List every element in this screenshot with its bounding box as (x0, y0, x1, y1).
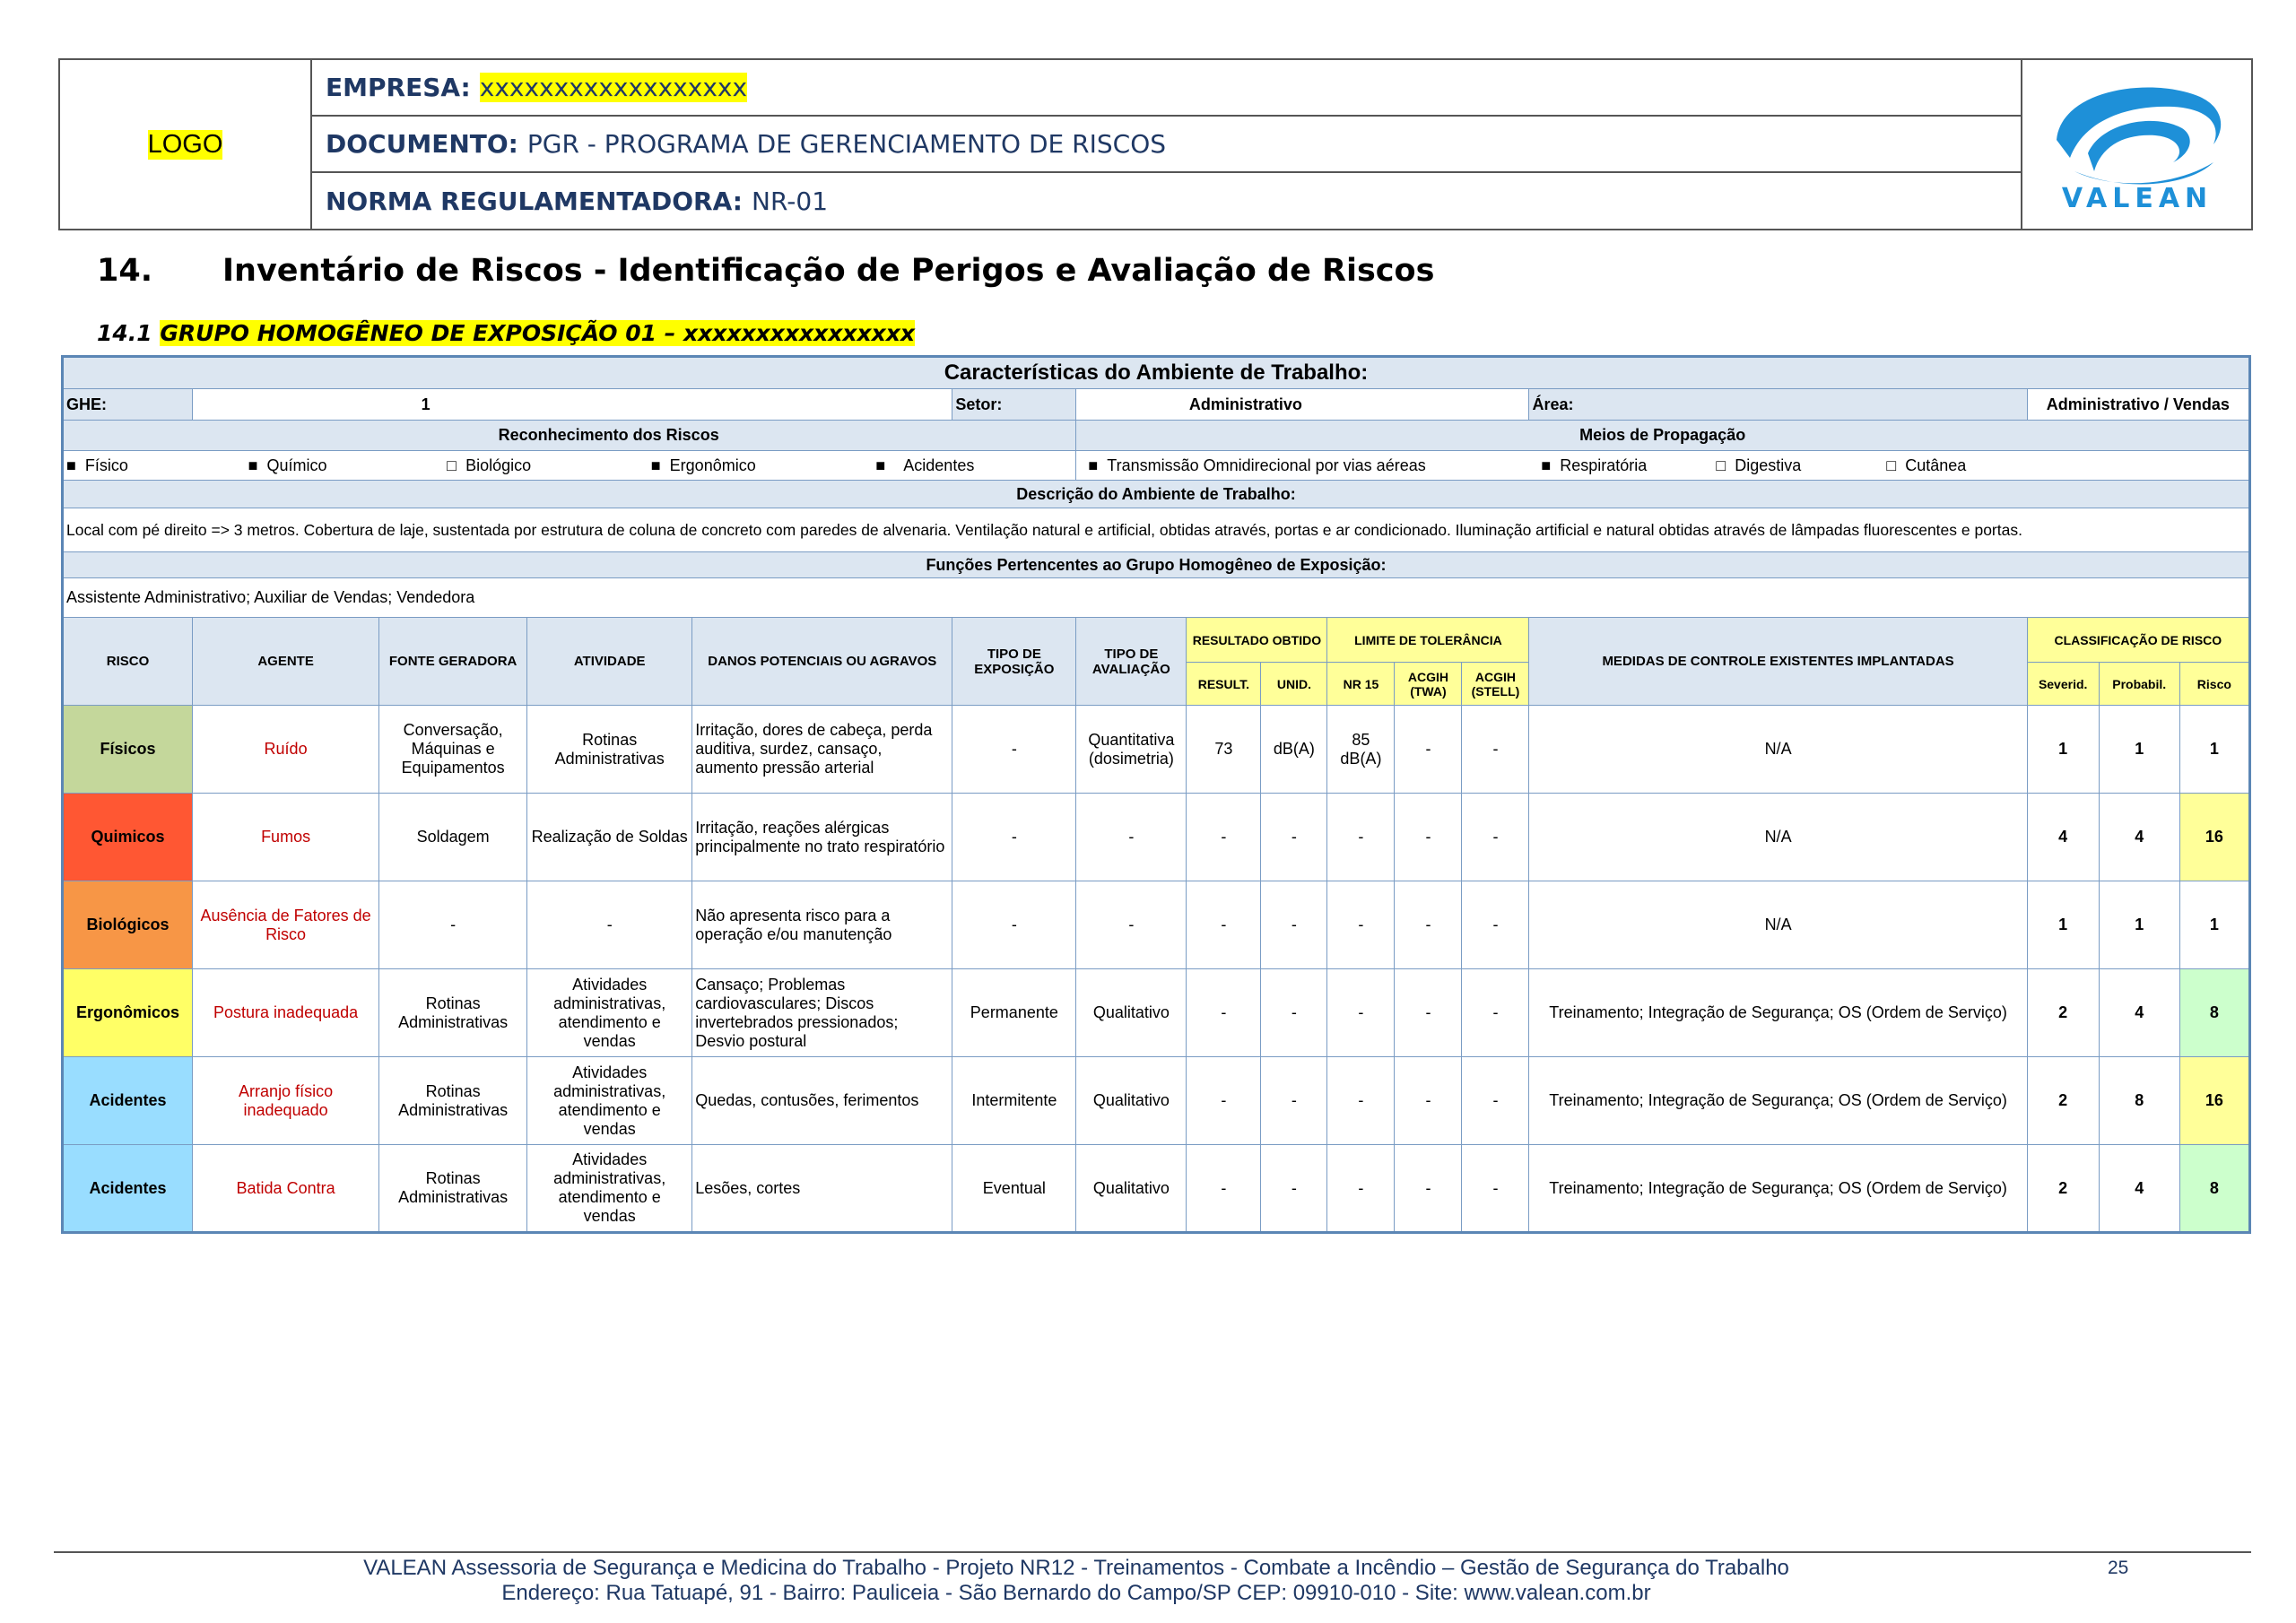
check-ergonomico: ■ Ergonômico (650, 456, 756, 474)
meios-checklist (1076, 451, 2250, 481)
reconhecimento-title: Reconhecimento dos Riscos (63, 421, 1076, 451)
document-header (58, 58, 2253, 230)
table-row: Quimicos Fumos Soldagem Realização de Soldas Irritação, reações alérgicas principalmente no trato respiratório - - - - - - - N/A 4 4 16 (63, 794, 2250, 881)
check-respiratoria: ■ Respiratória (1541, 456, 1648, 474)
risk-score: 16 (2179, 794, 2249, 881)
descricao-text: Local com pé direito => 3 metros. Cobertura de laje, sustentada por estrutura de coluna de concreto com paredes de alvenaria. Ventilação natural e artificial, obtidas através, portas e ar condicionado. Iluminação artificial e natural obtidas através de lâmpadas fluorescentes e portas. (63, 508, 2250, 552)
check-quimico: ■ Químico (248, 456, 327, 474)
documento-value: PGR - PROGRAMA DE GERENCIAMENTO DE RISCOS (526, 129, 1166, 159)
meios-title: Meios de Propagação (1076, 421, 2250, 451)
norma-row: NORMA REGULAMENTADORA: NR-01 (326, 186, 829, 216)
risk-category: Acidentes (63, 1145, 193, 1233)
valean-logo-icon (2039, 73, 2236, 216)
empresa-row: EMPRESA: xxxxxxxxxxxxxxxxxx (312, 60, 2021, 117)
area-value: Administrativo / Vendas (2027, 389, 2249, 421)
logo-placeholder: LOGO (60, 60, 312, 229)
risk-score: 1 (2179, 706, 2249, 794)
riscos-checklist (63, 451, 1076, 481)
footer-divider (54, 1551, 2251, 1553)
ghe-row: GHE: 1 Setor: Administrativo Área: Administrativo / Vendas (63, 389, 2250, 421)
table-row: Biológicos Ausência de Fatores de Risco - - Não apresenta risco para a operação e/ou manutenção - - - - - - - N/A 1 1 1 (63, 881, 2250, 969)
funcoes-text: Assistente Administrativo; Auxiliar de Vendas; Vendedora (63, 578, 2250, 618)
empresa-value: xxxxxxxxxxxxxxxxxx (479, 73, 748, 102)
svg-text:VALEAN: VALEAN (2061, 183, 2213, 214)
risk-score: 16 (2179, 1057, 2249, 1145)
risk-category: Físicos (63, 706, 193, 794)
ambiente-title: Características do Ambiente de Trabalho: (63, 357, 2250, 389)
ghe-value: 1 (193, 389, 952, 421)
risk-category: Quimicos (63, 794, 193, 881)
check-acidentes: ■ Acidentes (875, 456, 975, 474)
table-row: Físicos Ruído Conversação, Máquinas e Equipamentos Rotinas Administrativas Irritação, dores de cabeça, perda auditiva, surdez, cansaço, aumento pressão arterial - Quantitativa (dosimetria) 73 dB(A) 85 dB(A) - - N/A 1 1 1 (63, 706, 2250, 794)
check-digestiva: □ Digestiva (1716, 456, 1802, 474)
risk-category: Acidentes (63, 1057, 193, 1145)
page-number: 25 (2108, 1558, 2129, 1578)
check-transmissao: ■ Transmissão Omnidirecional por vias aéreas (1088, 456, 1426, 474)
check-biologico: □ Biológico (447, 456, 532, 474)
risk-inventory-table (61, 355, 2251, 1234)
table-row: Acidentes Batida Contra Rotinas Administrativas Atividades administrativas, atendimento e vendas Lesões, cortes Eventual Qualitativo - - - - - Treinamento; Integração de Segurança; OS (Ordem de Serviço) 2 4 8 (63, 1145, 2250, 1233)
valean-logo (2021, 60, 2251, 229)
table-row: Acidentes Arranjo físico inadequado Rotinas Administrativas Atividades administrativas, atendimento e vendas Quedas, contusões, ferimentos Intermitente Qualitativo - - - - - Treinamento; Integração de Segurança; OS (Ordem de Serviço) 2 8 16 (63, 1057, 2250, 1145)
table-row: Ergonômicos Postura inadequada Rotinas Administrativas Atividades administrativas, atendimento e vendas Cansaço; Problemas cardiovasculares; Discos invertebrados pressionados; Desvio postural Permanente Qualitativo - - - - - Treinamento; Integração de Segurança; OS (Ordem de Serviço) 2 4 8 (63, 969, 2250, 1057)
descricao-title: Descrição do Ambiente de Trabalho: (63, 481, 2250, 508)
section-title: 14. Inventário de Riscos - Identificação de Perigos e Avaliação de Riscos (97, 253, 1435, 289)
funcoes-title: Funções Pertencentes ao Grupo Homogêneo de Exposição: (63, 552, 2250, 578)
documento-row: DOCUMENTO: PGR - PROGRAMA DE GERENCIAMENTO DE RISCOS (312, 117, 2021, 173)
footer-line-2: Endereço: Rua Tatuapé, 91 - Bairro: Pauliceia - São Bernardo do Campo/SP CEP: 09910-010 - Site: www.valean.com.br (501, 1581, 1651, 1605)
risk-score: 8 (2179, 1145, 2249, 1233)
subsection-title: 14.1 GRUPO HOMOGÊNEO DE EXPOSIÇÃO 01 – xxxxxxxxxxxxxxxx (97, 320, 915, 346)
risk-category: Biológicos (63, 881, 193, 969)
header-info (312, 60, 2021, 229)
risk-score: 8 (2179, 969, 2249, 1057)
checks-row (63, 451, 2250, 481)
check-fisico: ■ Físico (66, 456, 128, 474)
column-header-row-1: RISCO AGENTE FONTE GERADORA ATIVIDADE DANOS POTENCIAIS OU AGRAVOS TIPO DE EXPOSIÇÃO TIPO DE AVALIAÇÃO RESULTADO OBTIDO LIMITE DE TOLERÂNCIA MEDIDAS DE CONTROLE EXISTENTES IMPLANTADAS CLASSIFICAÇÃO DE RISCO (63, 618, 2250, 663)
column-header-row-2: RESULT. UNID. NR 15 ACGIH (TWA) ACGIH (STELL) Severid. Probabil. Risco (63, 663, 2250, 706)
risk-category: Ergonômicos (63, 969, 193, 1057)
risk-score: 1 (2179, 881, 2249, 969)
setor-value: Administrativo (1076, 389, 1529, 421)
check-cutanea: □ Cutânea (1886, 456, 1967, 474)
footer-line-1: VALEAN Assessoria de Segurança e Medicina do Trabalho - Projeto NR12 - Treinamentos - Combate a Incêndio – Gestão de Segurança do Trabalho (363, 1556, 1789, 1580)
norma-value: NR-01 (752, 186, 829, 216)
